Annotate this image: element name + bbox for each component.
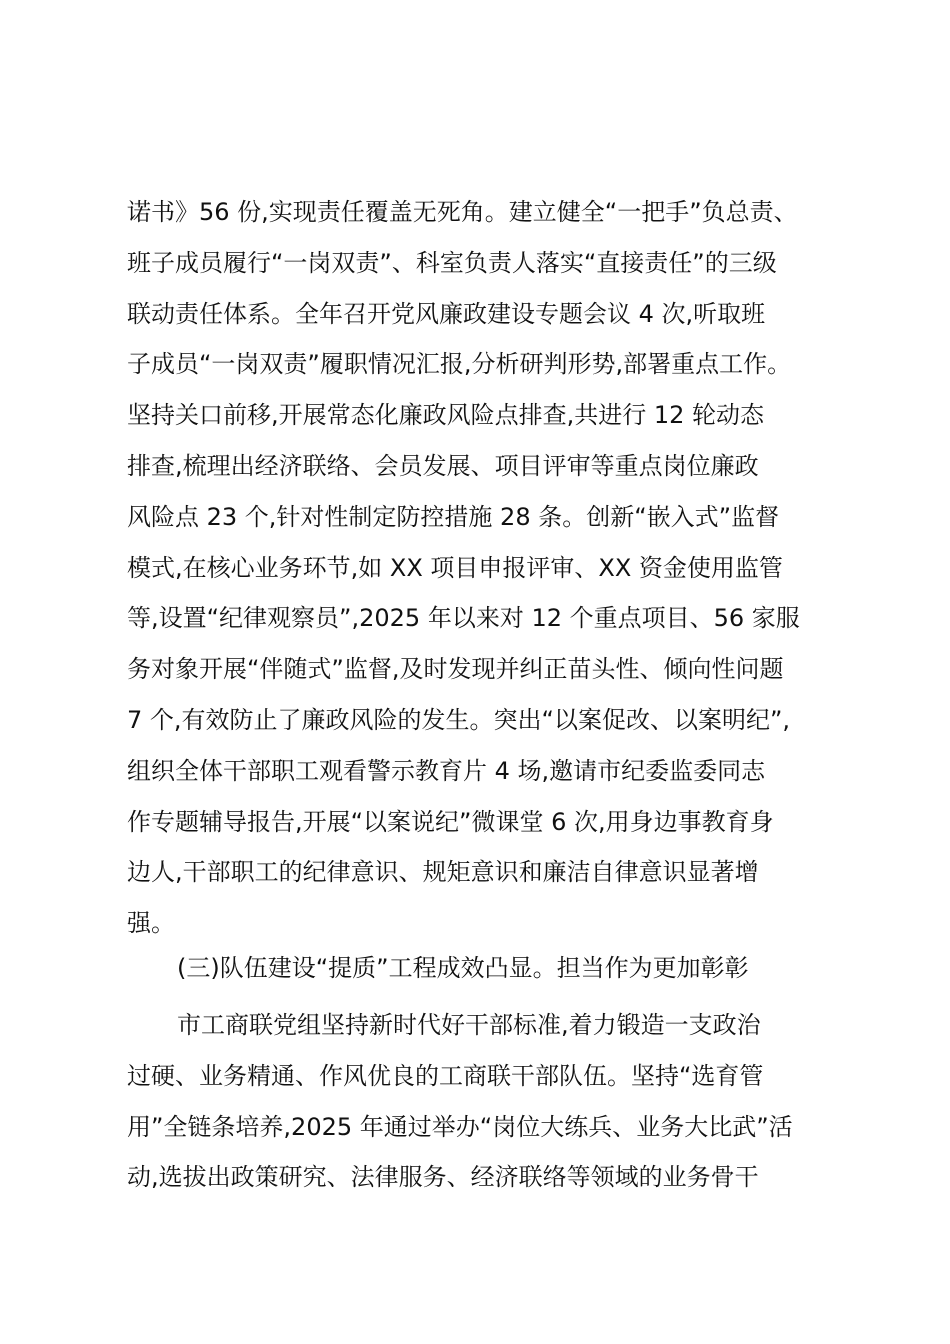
paragraph-responsibility [127,187,827,949]
text-line: 诺书》56 份,实现责任覆盖无死角。建立健全“一把手”负总责、 [127,198,798,226]
text-line: 用”全链条培养,2025 年通过举办“岗位大练兵、业务大比武”活 [127,1112,793,1141]
text-line: 作专题辅导报告,开展“以案说纪”微课堂 6 次,用身边事教育身 [127,807,774,836]
text-line: 坚持关口前移,开展常态化廉政风险点排查,共进行 12 轮动态 [127,401,765,430]
text-line: 组织全体干部职工观看警示教育片 4 场,邀请市纪委监委同志 [127,756,766,785]
text-line: 7 个,有效防止了廉政风险的发生。突出“以案促改、以案明纪”, [127,705,791,734]
section-heading [127,943,827,994]
text-line: 排查,梳理出经济联络、会员发展、项目评审等重点岗位廉政 [127,451,759,480]
text-line: 联动责任体系。全年召开党风廉政建设专题会议 4 次,听取班 [127,299,766,328]
section-heading-text: (三)队伍建设“提质”工程成效凸显。担当作为更加彰彰 [177,954,749,982]
text-line: 班子成员履行“一岗双责”、科室负责人落实“直接责任”的三级 [127,248,777,277]
paragraph-team-building [127,1000,827,1203]
text-line: 模式,在核心业务环节,如 XX 项目申报评审、XX 资金使用监管 [127,553,783,582]
text-line: 务对象开展“伴随式”监督,及时发现并纠正苗头性、倾向性问题 [127,655,784,684]
text-line: 等,设置“纪律观察员”,2025 年以来对 12 个重点项目、56 家服 [127,604,800,633]
text-line: 动,选拔出政策研究、法律服务、经济联络等领域的业务骨干 [127,1163,759,1192]
text-line: 过硬、业务精通、作风优良的工商联干部队伍。坚持“选育管 [127,1061,764,1090]
text-line: 市工商联党组坚持新时代好干部标准,着力锻造一支政治 [177,1011,761,1039]
text-line: 子成员“一岗双责”履职情况汇报,分析研判形势,部署重点工作。 [127,350,792,379]
text-line: 边人,干部职工的纪律意识、规矩意识和廉洁自律意识显著增 [127,858,759,887]
text-line: 风险点 23 个,针对性制定防控措施 28 条。创新“嵌入式”监督 [127,502,780,531]
text-line: 强。 [127,909,175,938]
